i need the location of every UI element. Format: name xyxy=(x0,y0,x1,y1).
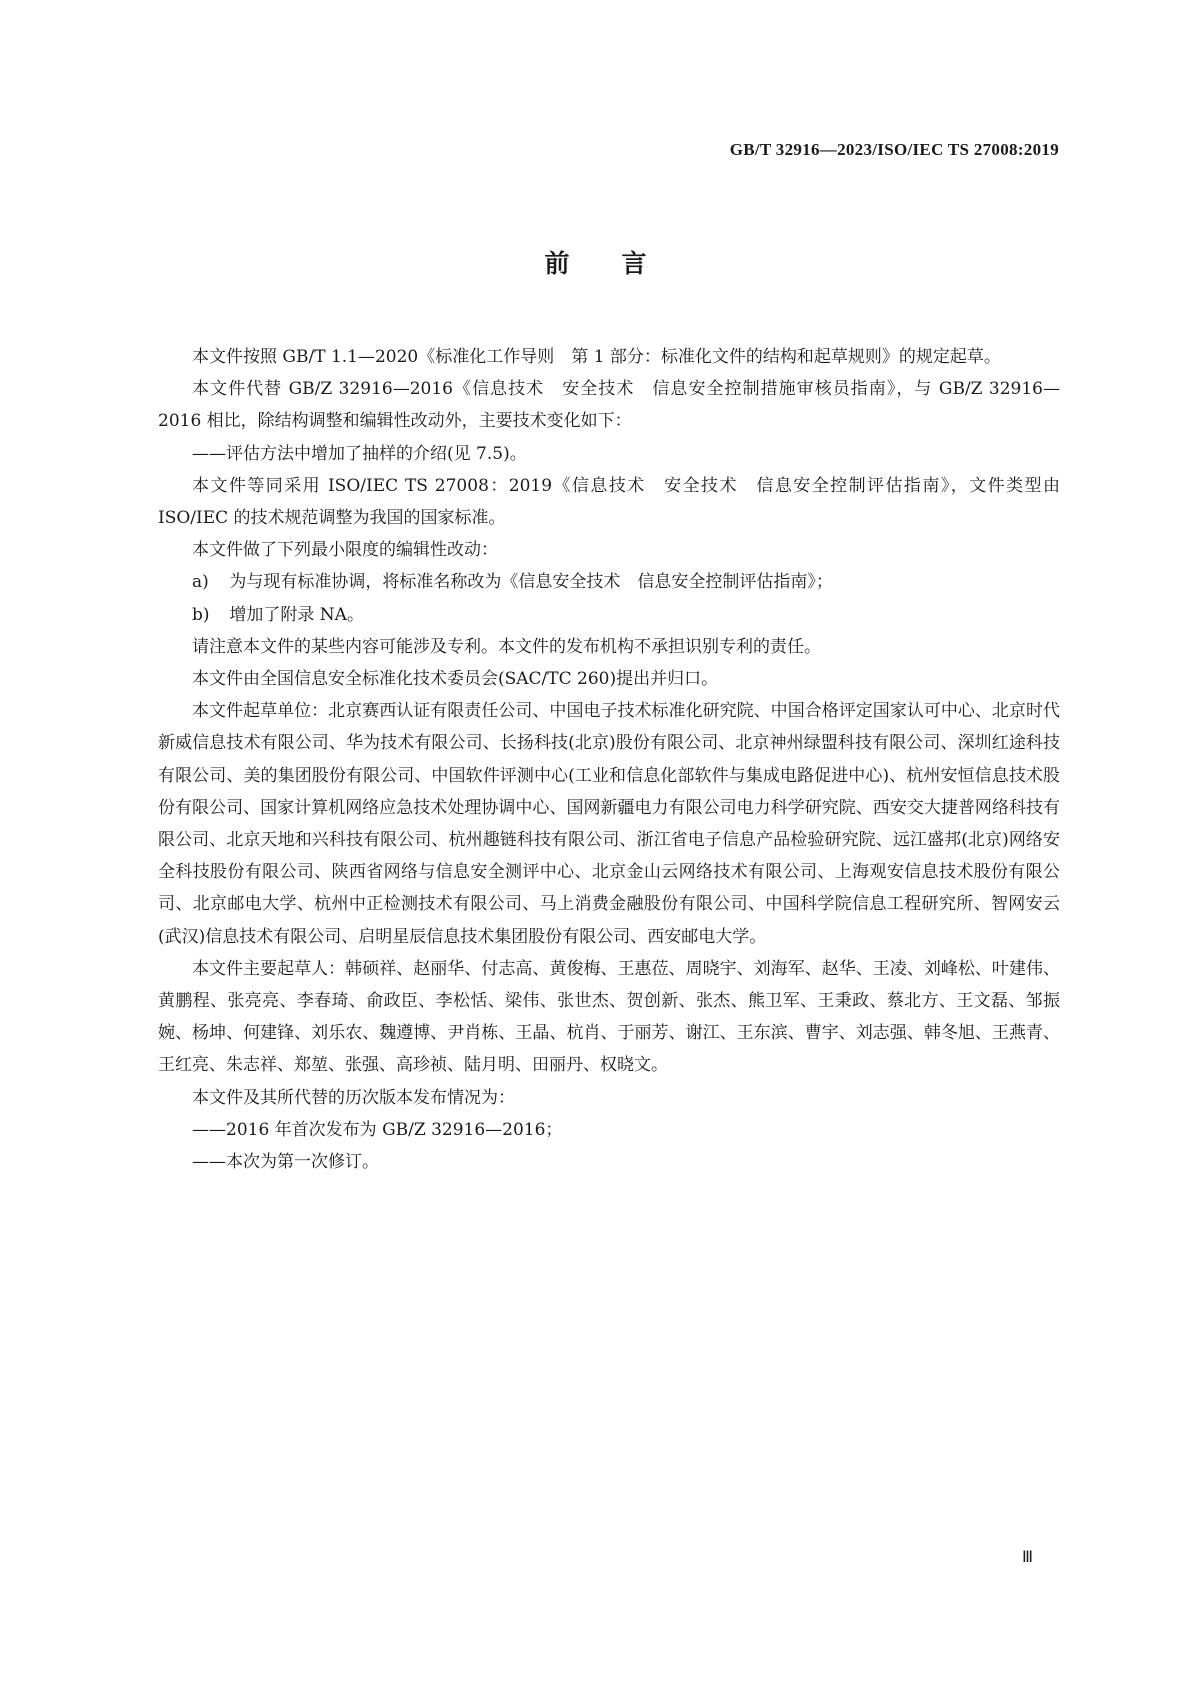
list-text-a: 为与现有标准协调，将标准名称改为《信息安全技术 信息安全控制评估指南》； xyxy=(229,572,833,593)
page-number: Ⅲ xyxy=(1021,1549,1033,1566)
list-text-b: 增加了附录 NA。 xyxy=(229,604,364,625)
list-item-a xyxy=(158,566,1060,598)
paragraph-editorial-changes: 本文件做了下列最小限度的编辑性改动： xyxy=(192,540,498,561)
foreword-body xyxy=(158,341,1060,1178)
paragraph-equivalent-adoption: 本文件等同采用 ISO/IEC TS 27008：2019《信息技术 安全技术 信息安全控制评估指南》，文件类型由 ISO/IEC 的技术规范调整为我国的国家标准。 xyxy=(158,475,1060,529)
list-item-b xyxy=(158,599,1060,631)
paragraph-history-item-2016: ——2016 年首次发布为 GB/Z 32916—2016； xyxy=(192,1119,563,1140)
paragraph-history-item-current: ——本次为第一次修订。 xyxy=(192,1152,379,1173)
paragraph-replaces: 本文件代替 GB/Z 32916—2016《信息技术 安全技术 信息安全控制措施审核员指南》，与 GB/Z 32916—2016 相比，除结构调整和编辑性改动外，主要技术变化如下： xyxy=(158,379,1060,432)
paragraph-patent-notice: 请注意本文件的某些内容可能涉及专利。本文件的发布机构不承担识别专利的责任。 xyxy=(192,636,821,657)
page-title: 前言 xyxy=(544,249,699,278)
paragraph-change-item: ——评估方法中增加了抽样的介绍(见 7.5)。 xyxy=(192,443,527,464)
paragraph-version-history: 本文件及其所代替的历次版本发布情况为： xyxy=(192,1087,515,1108)
paragraph-drafters: 本文件主要起草人：韩硕祥、赵丽华、付志高、黄俊梅、王惠莅、周晓宇、刘海军、赵华、王凌、刘峰松、叶建伟、黄鹏程、张亮亮、李春琦、俞政臣、李松恬、梁伟、张世杰、贺创新、张杰、熊卫军、王秉政、蔡北方、王文磊、邹振婉、杨坤、何建锋、刘乐农、魏遵博、尹肖栋、王晶、杭肖、于丽芳、谢江、王东滨、曹宇、刘志强、韩冬旭、王燕青、王红亮、朱志祥、郑堃、张强、高珍祯、陆月明、田丽丹、权晓文。 xyxy=(158,958,1060,1076)
paragraph-drafting-organizations: 本文件起草单位：北京赛西认证有限责任公司、中国电子技术标准化研究院、中国合格评定国家认可中心、北京时代新威信息技术有限公司、华为技术有限公司、长扬科技(北京)股份有限公司、北京神州绿盟科技有限公司、深圳红途科技有限公司、美的集团股份有限公司、中国软件评测中心(工业和信息化部软件与集成电路促进中心)、杭州安恒信息技术股份有限公司、国家计算机网络应急技术处理协调中心、国网新疆电力有限公司电力科学研究院、西安交大捷普网络科技有限公司、北京天地和兴科技有限公司、杭州趣链科技有限公司、浙江省电子信息产品检验研究院、远江盛邦(北京)网络安全科技股份有限公司、陕西省网络与信息安全测评中心、北京金山云网络技术有限公司、上海观安信息技术股份有限公司、北京邮电大学、杭州中正检测技术有限公司、马上消费金融股份有限公司、中国科学院信息工程研究所、智网安云(武汉)信息技术有限公司、启明星辰信息技术集团股份有限公司、西安邮电大学。 xyxy=(158,701,1060,947)
list-label-a: a) xyxy=(192,572,209,593)
paragraph-proposer: 本文件由全国信息安全标准化技术委员会(SAC/TC 260)提出并归口。 xyxy=(192,669,719,690)
document-number-header: GB/T 32916—2023/ISO/IEC TS 27008:2019 xyxy=(729,140,1059,159)
paragraph-drafting-rules: 本文件按照 GB/T 1.1—2020《标准化工作导则 第 1 部分：标准化文件的结构和起草规则》的规定起草。 xyxy=(192,347,1001,367)
list-label-b: b) xyxy=(192,604,210,625)
